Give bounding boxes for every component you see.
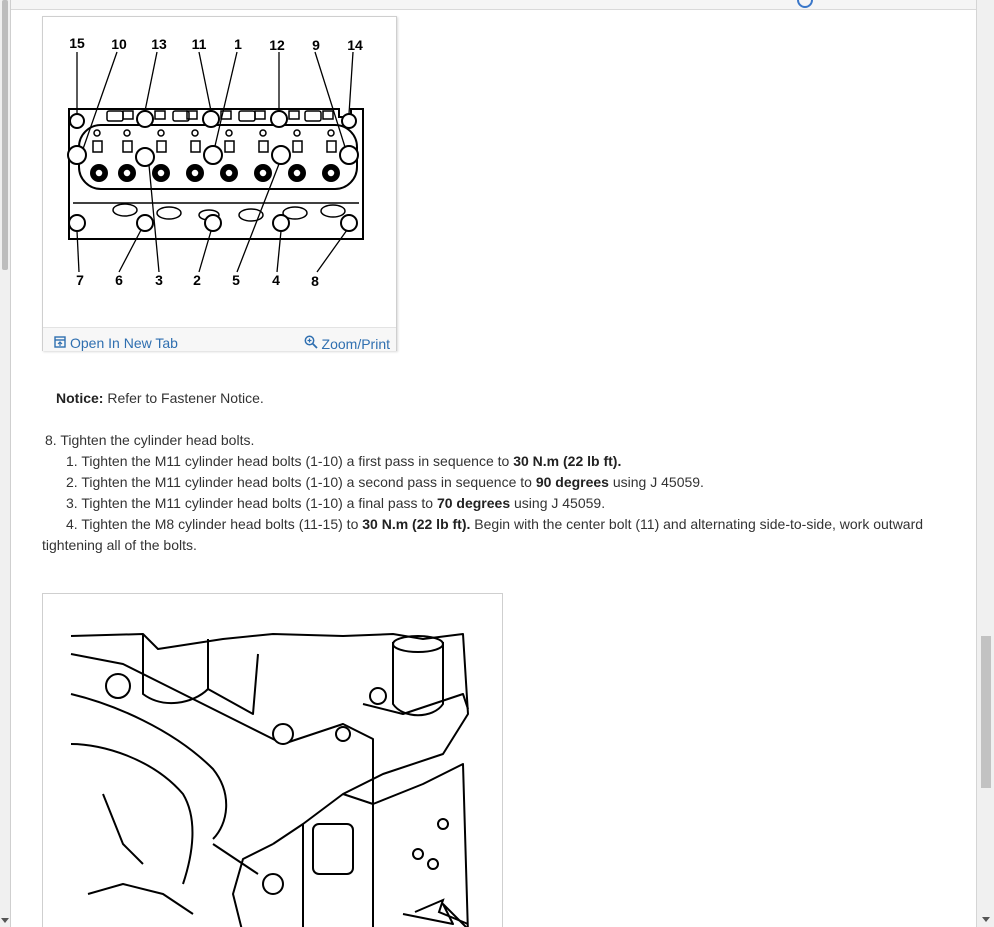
right-scrollbar-thumb[interactable] xyxy=(981,636,991,788)
callout-10: 10 xyxy=(111,36,127,52)
substep-2-spec: 90 degrees xyxy=(535,474,609,490)
substep-2 xyxy=(66,472,704,493)
top-toolbar xyxy=(11,0,976,10)
open-in-new-tab-label: Open In New Tab xyxy=(70,335,178,351)
open-in-new-tab-link[interactable] xyxy=(54,335,178,351)
toolbar-circle-icon[interactable] xyxy=(797,0,813,8)
callout-11: 11 xyxy=(191,36,207,52)
callout-2: 2 xyxy=(193,272,201,288)
substep-1-spec: 30 N.m (22 lb ft). xyxy=(513,453,622,469)
callout-13: 13 xyxy=(151,36,167,52)
callout-1: 1 xyxy=(234,36,242,52)
substep-4 xyxy=(42,514,952,556)
substep-1 xyxy=(66,451,621,472)
substep-4-spec: 30 N.m (22 lb ft). xyxy=(362,516,471,532)
fastener-notice xyxy=(56,390,264,406)
document-pane xyxy=(11,0,976,927)
figure-footer xyxy=(43,327,396,351)
magnifier-icon xyxy=(304,335,318,352)
right-scroll-down-arrow[interactable] xyxy=(982,917,990,922)
substep-3-text: 3. Tighten the M11 cylinder head bolts (1-10) a final pass to xyxy=(66,495,437,511)
callout-7: 7 xyxy=(76,272,84,288)
zoom-print-label: Zoom/Print xyxy=(321,335,390,352)
bolt-sequence-illustration xyxy=(43,17,396,327)
callout-4: 4 xyxy=(272,272,280,288)
substep-2-text: 2. Tighten the M11 cylinder head bolts (1-10) a second pass in sequence to xyxy=(66,474,536,490)
substep-4-text: 4. Tighten the M8 cylinder head bolts (11-15) to xyxy=(66,516,363,532)
callout-6: 6 xyxy=(115,272,123,288)
notice-text: Refer to Fastener Notice. xyxy=(103,390,264,406)
cylinder-head-bolt-diagram xyxy=(42,16,397,351)
substep-3 xyxy=(66,493,605,514)
callout-14: 14 xyxy=(347,37,363,53)
engine-line-drawing xyxy=(43,594,502,927)
notice-label: Notice: xyxy=(56,390,104,406)
left-scrollbar-thumb[interactable] xyxy=(2,0,8,270)
callout-9: 9 xyxy=(312,37,320,53)
callout-8: 8 xyxy=(311,273,319,289)
substep-2-post: using J 45059. xyxy=(608,474,704,490)
open-tab-icon xyxy=(54,335,66,351)
right-scrollbar[interactable] xyxy=(976,0,994,927)
step-8: 8. Tighten the cylinder head bolts. xyxy=(45,432,255,448)
substep-3-post: using J 45059. xyxy=(510,495,606,511)
zoom-print-link[interactable] xyxy=(304,335,390,352)
left-scroll-down-arrow[interactable] xyxy=(1,918,9,923)
callout-3: 3 xyxy=(155,272,163,288)
callout-12: 12 xyxy=(269,37,285,53)
substep-1-text: 1. Tighten the M11 cylinder head bolts (1-10) a first pass in sequence to xyxy=(66,453,514,469)
left-scrollbar[interactable] xyxy=(0,0,11,927)
callout-5: 5 xyxy=(232,272,240,288)
substep-3-spec: 70 degrees xyxy=(436,495,511,511)
callout-15: 15 xyxy=(69,35,85,51)
engine-illustration xyxy=(42,593,503,927)
substep-4-post: Begin with the center bolt (11) and alternating side-to-side, work outward tightening all of the bolts. xyxy=(42,516,924,553)
